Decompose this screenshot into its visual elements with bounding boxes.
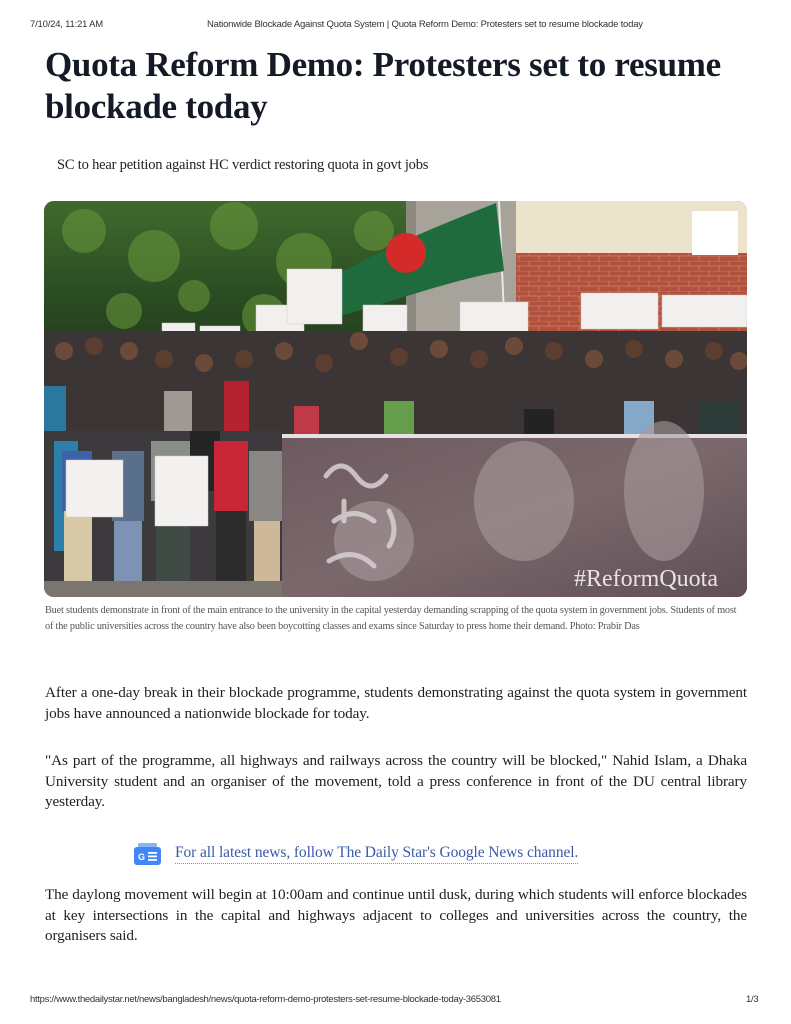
article-paragraph: The daylong movement will begin at 10:00am and continue until dusk, during which students will enforce blockades at key intersections in the capital and highways adjacent to colleges and universities across the country, the organisers said. (45, 886, 747, 944)
page-indicator: 1/3 (746, 994, 759, 1005)
protest-photo-illustration (44, 201, 747, 597)
article-paragraph: After a one-day break in their blockade programme, students demonstrating against the quota system in government jobs have announced a nationwide blockade for today. (45, 684, 747, 722)
article-photo (44, 201, 747, 597)
print-datetime: 7/10/24, 11:21 AM (30, 19, 104, 30)
print-document-title: Nationwide Blockade Against Quota System | Quota Reform Demo: Protesters set to resume blockade today (207, 19, 643, 30)
article-headline: Quota Reform Demo: Protesters set to resume blockade today (45, 45, 721, 126)
article-paragraph: "As part of the programme, all highways and railways across the country will be blocked," Nahid Islam, a Dhaka University student and an organiser of the movement, told a press conference in front of the DU central library yesterday. (45, 752, 747, 810)
print-header (0, 19, 791, 33)
print-page-url: https://www.thedailystar.net/news/bangladesh/news/quota-reform-demo-protesters-set-resume-blockade-today-3653081 (30, 994, 501, 1005)
print-footer (0, 994, 791, 1008)
svg-text:G: G (138, 852, 146, 862)
google-news-promo[interactable] (134, 842, 578, 866)
google-news-follow-link[interactable]: For all latest news, follow The Daily Star's Google News channel. (175, 844, 578, 864)
article-subheadline: SC to hear petition against HC verdict restoring quota in govt jobs (57, 157, 429, 173)
photo-caption: Buet students demonstrate in front of the main entrance to the university in the capital yesterday demanding scrapping of the quota system in government jobs. Students of most of the public universities across the country have also been boycotting classes and exams since Saturday to press home their demand. Photo: Prabir Das (45, 605, 737, 632)
google-news-icon (134, 843, 161, 865)
banner-hashtag: #ReformQuota (574, 566, 718, 592)
